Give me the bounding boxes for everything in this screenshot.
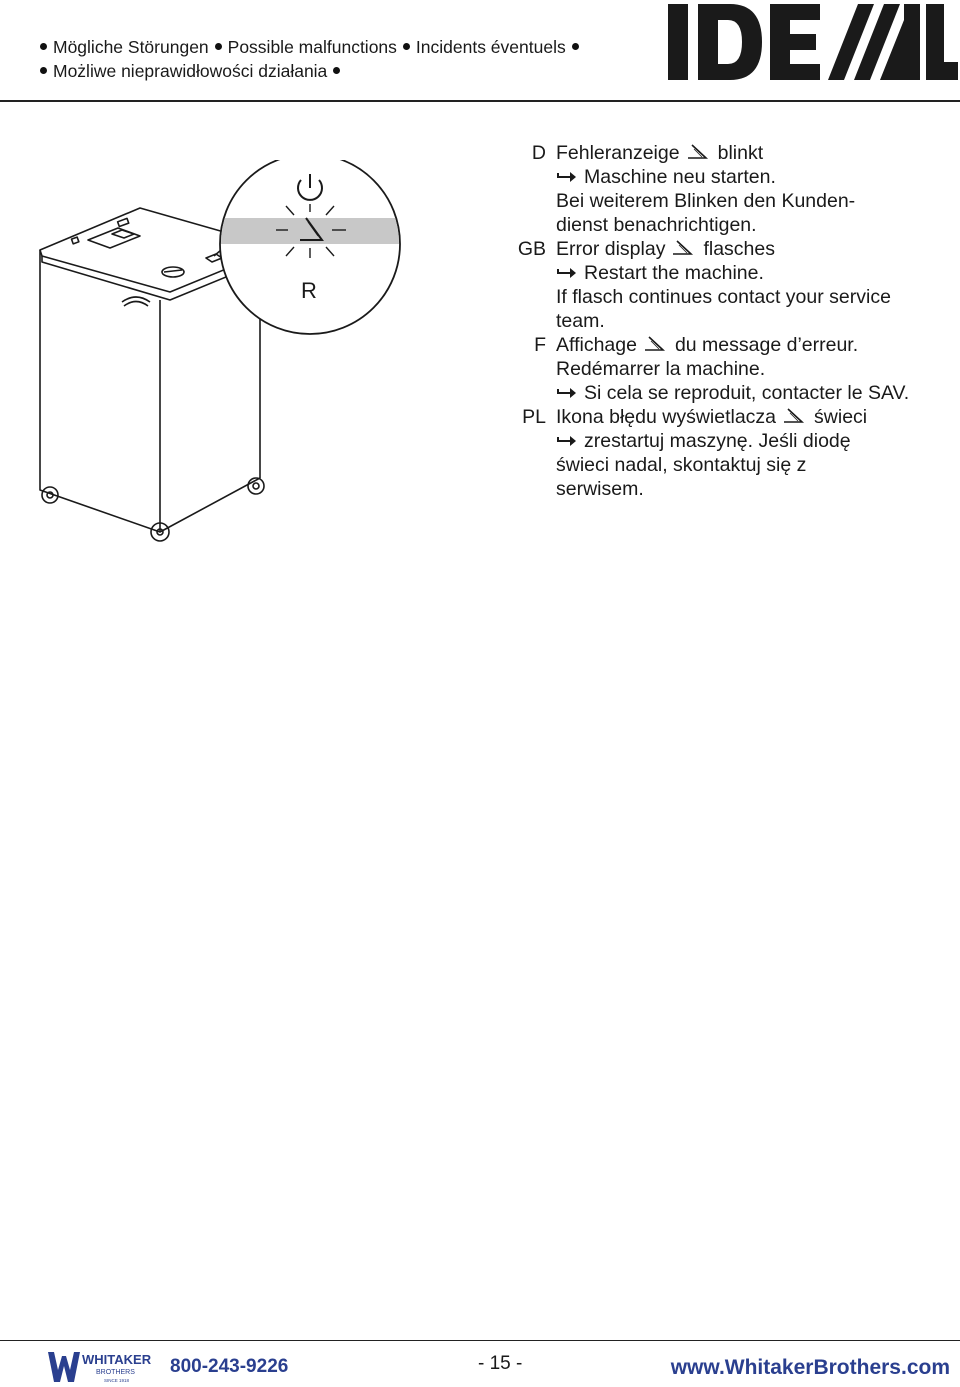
website-link[interactable]: www.WhitakerBrothers.com [670,1356,950,1379]
whitaker-brothers-logo [48,1350,160,1384]
instruction-line: Fehleranzeige blinkt [556,142,764,164]
language-code: PL [522,406,546,428]
svg-text:BROTHERS: BROTHERS [96,1369,135,1376]
arrow-right-icon [556,433,578,447]
instruction-line: Bei weiterem Blinken den Kunden- [556,190,856,212]
bullet-icon [215,43,222,50]
header-title-line-2 [40,60,346,82]
language-code: D [531,142,546,164]
header-divider [0,100,960,102]
reset-label: R [301,278,317,303]
instruction-line: Si cela se reproduit, contacter le SAV. [556,381,950,405]
header-title-pl: Możliwe nieprawidłowości działania [53,61,328,81]
instruction-line: Restart the machine. [556,261,950,285]
error-indicator-icon [643,336,669,352]
instruction-line: Error display flasches [556,238,775,260]
error-indicator-icon [686,144,712,160]
ideal-logo [668,4,958,80]
arrow-right-icon [556,385,578,399]
footer-divider [0,1340,960,1341]
page-footer [0,1340,960,1387]
instruction-de [500,141,950,237]
instruction-line: Maschine neu starten. [556,165,950,189]
instruction-line: If flasch continues contact your service [556,286,891,308]
svg-text:SINCE 1918: SINCE 1918 [104,1378,130,1383]
bullet-icon [40,43,47,50]
language-code: GB [517,238,546,260]
shredder-illustration [30,160,410,550]
error-indicator-icon [782,408,808,424]
header-title-en: Possible malfunctions [227,37,397,57]
page-number: - 15 - [478,1353,523,1374]
header-title-de: Mögliche Störungen [53,37,209,57]
instruction-gb [500,237,950,333]
instruction-line: serwisem. [556,478,644,500]
language-code: F [534,334,546,356]
bullet-icon [572,43,579,50]
instruction-line: świeci nadal, skontaktuj się z [556,454,807,476]
header-title-fr: Incidents éventuels [415,37,566,57]
arrow-right-icon [556,169,578,183]
instruction-line: dienst benachrichtigen. [556,214,757,236]
phone-number: 800-243-9226 [170,1356,289,1377]
instruction-f [500,333,950,405]
arrow-right-icon [556,265,578,279]
instructions [500,141,950,501]
instruction-line: Ikona błędu wyświetlacza świeci [556,406,868,428]
header-title-line-1 [40,36,585,58]
svg-text:WHITAKER: WHITAKER [82,1352,152,1367]
bullet-icon [333,67,340,74]
error-indicator-icon [671,240,697,256]
error-indicator-zoom [210,160,410,334]
page-header [0,0,960,100]
bullet-icon [40,67,47,74]
instruction-line: Affichage du message d’erreur. [556,334,859,356]
instruction-line: zrestartuj maszynę. Jeśli diodę [556,429,950,453]
instruction-pl [500,405,950,501]
instruction-line: team. [556,310,605,332]
bullet-icon [403,43,410,50]
instruction-line: Redémarrer la machine. [556,358,766,380]
